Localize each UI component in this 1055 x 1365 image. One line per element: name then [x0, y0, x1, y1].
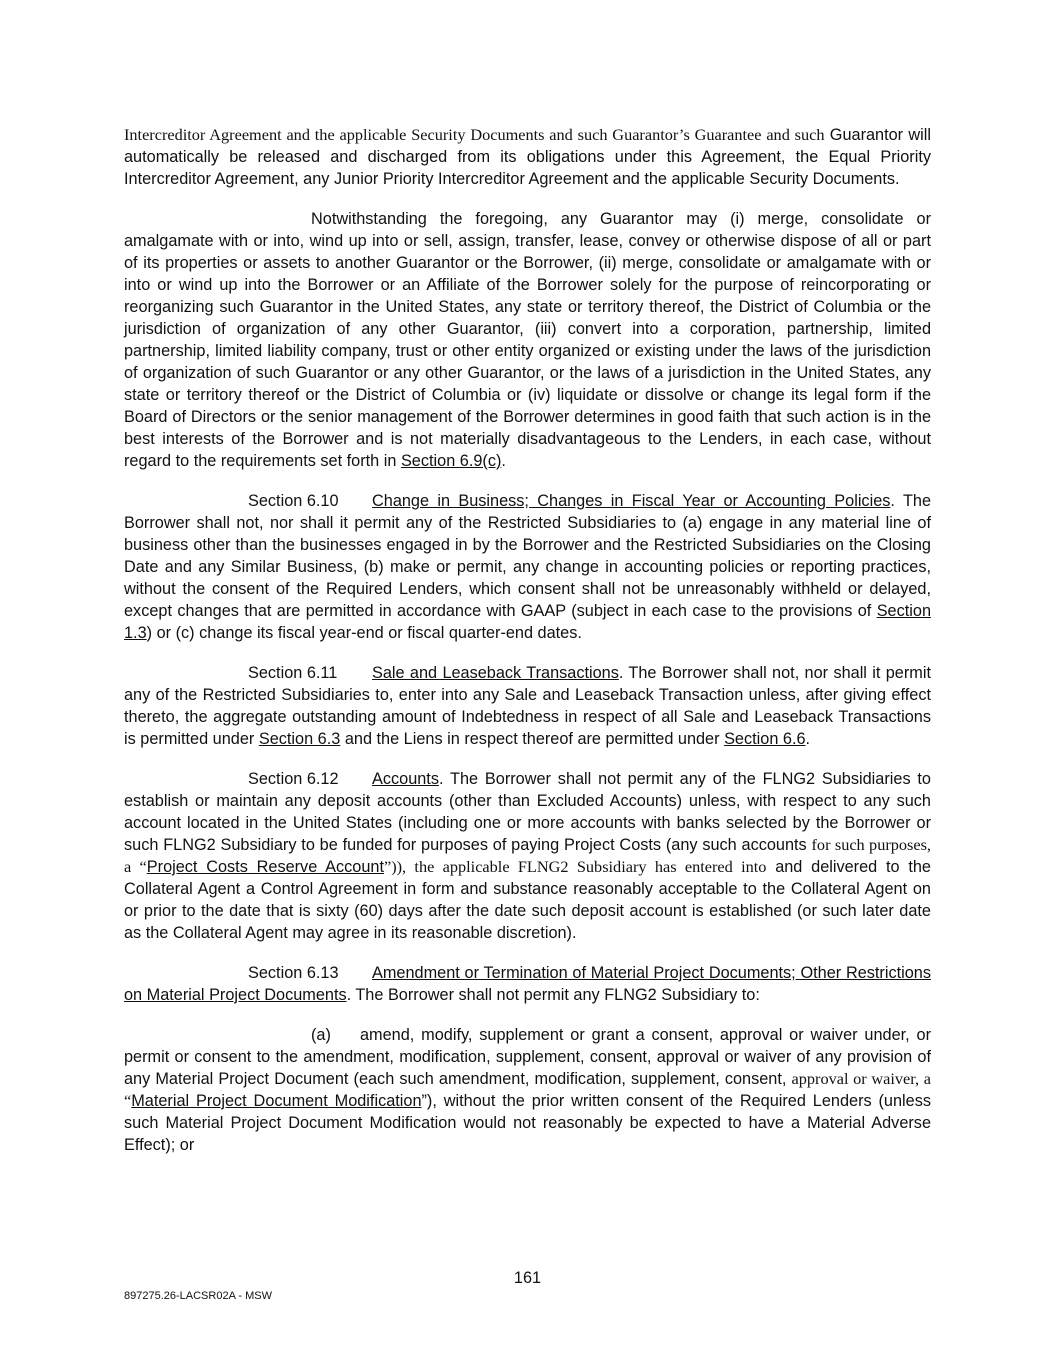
- section-6-10: [124, 490, 931, 644]
- document-id: 897275.26-LACSR02A - MSW: [124, 1290, 272, 1302]
- text-run: Intercreditor Agreement and the applicable Security Documents and such Guarantor’s Guarantee and such: [124, 125, 825, 144]
- page-number: 161: [513, 1269, 542, 1287]
- section-heading: Change in Business; Changes in Fiscal Year or Accounting Policies: [372, 492, 891, 510]
- text-run: Notwithstanding the foregoing, any Guarantor may (i) merge, consolidate or amalgamate with or into, wind up into or sell, assign, transfer, lease, convey or otherwise dispose of all or part of its properties or assets to another Guarantor or the Borrower, (ii) merge, consolidate or amalgamate with or into or wind up into the Borrower or an Affiliate of the Borrower solely for the purpose of reincorporating or reorganizing such Guarantor in the United States, any state or territory thereof, the District of Columbia or the jurisdiction of organization of any other Guarantor, (iii) convert into a corporation, partnership, limited partnership, limited liability company, trust or other entity organized or existing under the laws of the jurisdiction of organization of such Guarantor or any other Guarantor, or the laws of a jurisdiction in the United States, any state or territory thereof or the District of Columbia or (iv) liquidate or dissolve or change its legal form if the Board of Directors or the senior management of the Borrower determines in good faith that such action is in the best interests of the Borrower and is not materially disadvantageous to the Lenders, in each case, without regard to the requirements set forth in: [124, 210, 931, 470]
- section-number: Section 6.12: [248, 770, 339, 788]
- cross-reference: Section 1.3: [124, 602, 931, 642]
- text-run: . The Borrower shall not permit any of the FLNG2 Subsidiaries to establish or maintain any deposit accounts (other than Excluded Accounts) unless, with respect to any such account located in the United States (including one or more accounts with banks selected by the Borrower or such FLNG2 Subsidiary to be funded for purposes of paying Project Costs (any such accounts: [124, 770, 931, 854]
- text-run: .: [501, 452, 506, 470]
- cross-reference: Section 6.3: [258, 730, 341, 748]
- section-6-13: [124, 962, 931, 1006]
- section-6-11: [124, 662, 931, 750]
- section-heading: Amendment or Termination of Material Project Documents; Other Restrictions on Material Project Documents: [124, 964, 931, 1004]
- section-number: Section 6.11: [248, 664, 338, 682]
- section-number: Section 6.13: [248, 964, 339, 982]
- document-page: [124, 124, 931, 1174]
- text-run: . The Borrower shall not, nor shall it permit any of the Restricted Subsidiaries to, enter into any Sale and Leaseback Transaction unless, after giving effect thereto, the aggregate outstanding amount of Indebtedness in respect of all Sale and Leaseback Transactions is permitted under: [124, 664, 931, 748]
- section-6-12: [124, 768, 931, 944]
- clause-6-13-a: [124, 1024, 931, 1156]
- text-run: . The Borrower shall not permit any FLNG2 Subsidiary to:: [346, 986, 760, 1004]
- paragraph-notwithstanding: [124, 208, 931, 472]
- defined-term: Project Costs Reserve Account: [146, 858, 384, 876]
- section-heading: Sale and Leaseback Transactions: [372, 664, 619, 682]
- text-run: .: [805, 730, 811, 748]
- text-run: amend, modify, supplement or grant a consent, approval or waiver under, or permit or consent to the amendment, modification, supplement, consent, approval or waiver of any provision of any Material Project Document (each such amendment, modification, supplement, consent,: [124, 1026, 931, 1088]
- text-run: ) or (c) change its fiscal year-end or fiscal quarter-end dates.: [146, 624, 582, 642]
- text-run: and the Liens in respect thereof are permitted under: [340, 730, 725, 748]
- text-run: . The Borrower shall not, nor shall it permit any of the Restricted Subsidiaries to (a) engage in any material line of business other than the businesses engaged in by the Borrower and the Restricted Subsidiaries on the Closing Date and any Similar Business, (b) make or permit, any change in accounting policies or reporting practices, without the consent of the Required Lenders, which consent shall not be unreasonably withheld or delayed, except changes that are permitted in accordance with GAAP (subject in each case to the provisions of: [124, 492, 931, 620]
- text-run: Guarantor will automatically be released and discharged from its obligations under this Agreement, the Equal Priority Intercreditor Agreement, any Junior Priority Intercreditor Agreement and the applicable Security Documents.: [124, 126, 931, 188]
- text-run: ”)), the applicable FLNG2 Subsidiary has entered into: [383, 857, 767, 876]
- text-run: for such purposes, a “: [124, 835, 932, 876]
- section-number: Section 6.10: [248, 492, 339, 510]
- section-heading: Accounts: [372, 770, 439, 788]
- clause-label: (a): [311, 1026, 331, 1044]
- text-run: approval or waiver, a “: [124, 1069, 931, 1110]
- defined-term: Material Project Document Modification: [131, 1092, 422, 1110]
- cross-reference: Section 6.6: [724, 730, 806, 748]
- text-run: ”), without the prior written consent of the Required Lenders (unless such Material Project Document Modification would not reasonably be expected to have a Material Adverse Effect); or: [124, 1092, 931, 1154]
- paragraph-guarantor-release: [124, 124, 931, 190]
- text-run: and delivered to the Collateral Agent a Control Agreement in form and substance reasonably acceptable to the Collateral Agent on or prior to the date that is sixty (60) days after the date such deposit account is established (or such later date as the Collateral Agent may agree in its reasonable discretion).: [124, 858, 931, 942]
- cross-reference: Section 6.9(c): [400, 452, 502, 470]
